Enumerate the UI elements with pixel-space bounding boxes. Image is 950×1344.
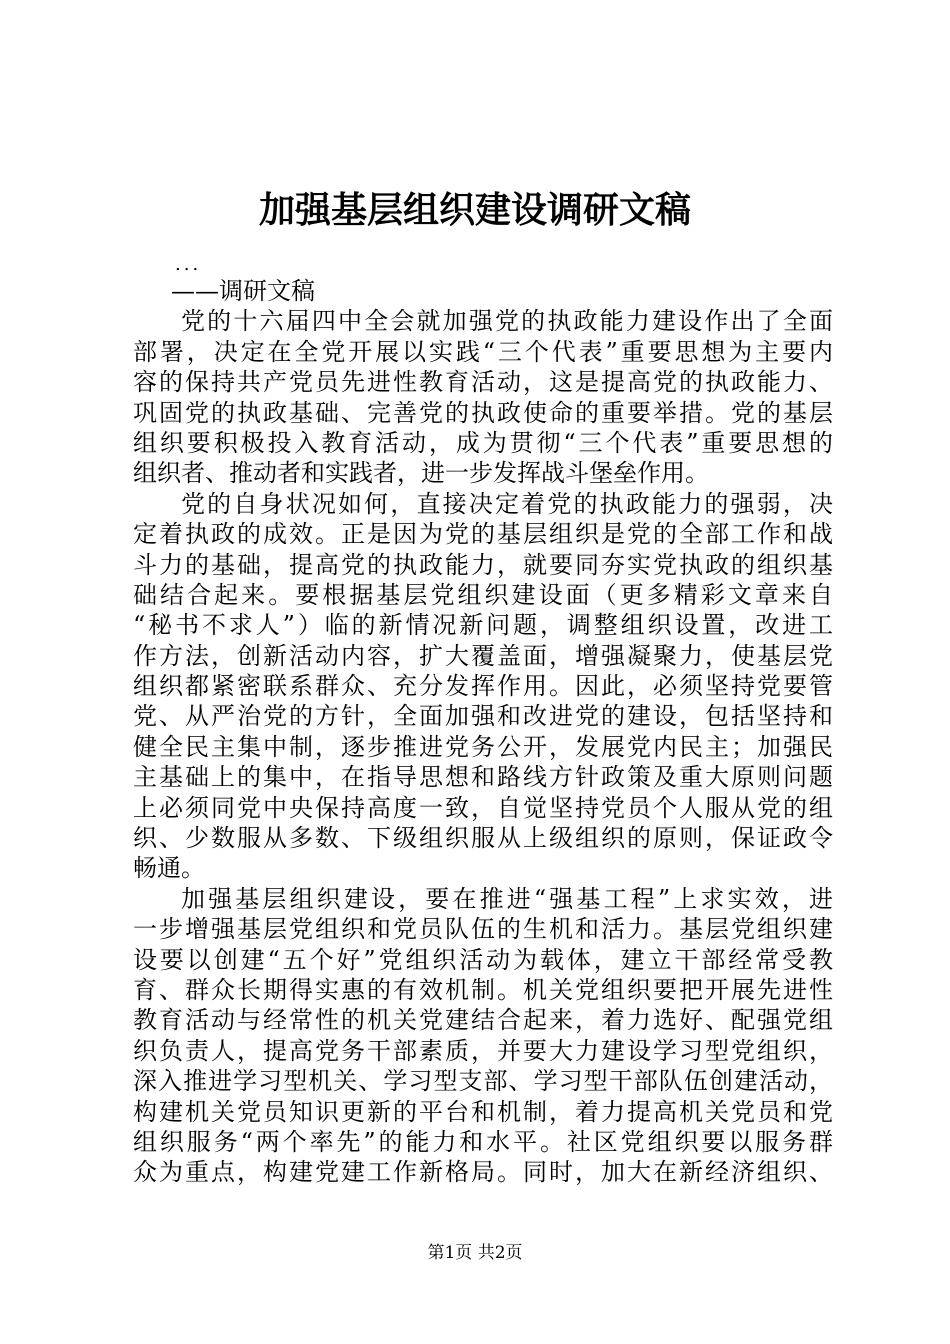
text-line: 构建机关党员知识更新的平台和机制，着力提高机关党员和党	[133, 1097, 833, 1126]
text-line: 主基础上的集中，在指导思想和路线方针政策及重大原则问题	[133, 763, 833, 792]
text-line: 巩固党的执政基础、完善党的执政使命的重要举措。党的基层	[133, 398, 833, 427]
text-line: 组织服务“两个率先”的能力和水平。社区党组织要以服务群	[133, 1127, 833, 1156]
page-number: 第1页 共2页	[427, 1243, 523, 1263]
text-line: 组织者、推动者和实践者，进一步发挥战斗堡垒作用。	[133, 459, 709, 488]
text-line: 容的保持共产党员先进性教育活动，这是提高党的执政能力、	[133, 368, 833, 397]
document-subtitle: ——调研文稿	[171, 277, 315, 305]
ellipsis-marker: ...	[175, 254, 202, 275]
text-line: 深入推进学习型机关、学习型支部、学习型干部队伍创建活动，	[133, 1067, 833, 1096]
text-line: 部署，决定在全党开展以实践“三个代表”重要思想为主要内	[133, 337, 833, 366]
text-line: 党的十六届四中全会就加强党的执政能力建设作出了全面	[181, 307, 833, 336]
text-line: 加强基层组织建设，要在推进“强基工程”上求实效，进	[181, 884, 833, 913]
text-line: 织负责人，提高党务干部素质，并要大力建设学习型党组织，	[133, 1036, 833, 1065]
text-line: 组织要积极投入教育活动，成为贯彻“三个代表”重要思想的	[133, 428, 833, 457]
text-line: 党的自身状况如何，直接决定着党的执政能力的强弱，决	[181, 489, 833, 518]
text-line: 定着执政的成效。正是因为党的基层组织是党的全部工作和战	[133, 520, 833, 549]
text-line: 教育活动与经常性的机关党建结合起来，着力选好、配强党组	[133, 1006, 833, 1035]
text-line: 众为重点，构建党建工作新格局。同时，加大在新经济组织、	[133, 1158, 833, 1187]
text-line: 斗力的基础，提高党的执政能力，就要同夯实党执政的组织基	[133, 550, 833, 579]
text-line: 党、从严治党的方针，全面加强和改进党的建设，包括坚持和	[133, 702, 833, 731]
text-line: 一步增强基层党组织和党员队伍的生机和活力。基层党组织建	[133, 915, 833, 944]
document-title: 加强基层组织建设调研文稿	[258, 189, 691, 231]
paragraph-lines	[133, 306, 833, 1187]
text-line: 设要以创建“五个好”党组织活动为载体，建立干部经常受教	[133, 945, 833, 974]
text-line: 育、群众长期得实惠的有效机制。机关党组织要把开展先进性	[133, 975, 833, 1004]
text-line: 础结合起来。要根据基层党组织建设面（更多精彩文章来自	[133, 580, 833, 609]
text-line: 织、少数服从多数、下级组织服从上级组织的原则，保证政令	[133, 824, 833, 853]
document-body	[133, 256, 833, 1188]
text-line: 上必须同党中央保持高度一致，自觉坚持党员个人服从党的组	[133, 793, 833, 822]
text-line: “秘书不求人”）临的新情况新问题，调整组织设置，改进工	[133, 611, 833, 640]
text-line: 健全民主集中制，逐步推进党务公开，发展党内民主；加强民	[133, 732, 833, 761]
text-line: 组织都紧密联系群众、充分发挥作用。因此，必须坚持党要管	[133, 672, 833, 701]
text-line: 作方法，创新活动内容，扩大覆盖面，增强凝聚力，使基层党	[133, 641, 833, 670]
text-line: 畅通。	[133, 854, 205, 883]
